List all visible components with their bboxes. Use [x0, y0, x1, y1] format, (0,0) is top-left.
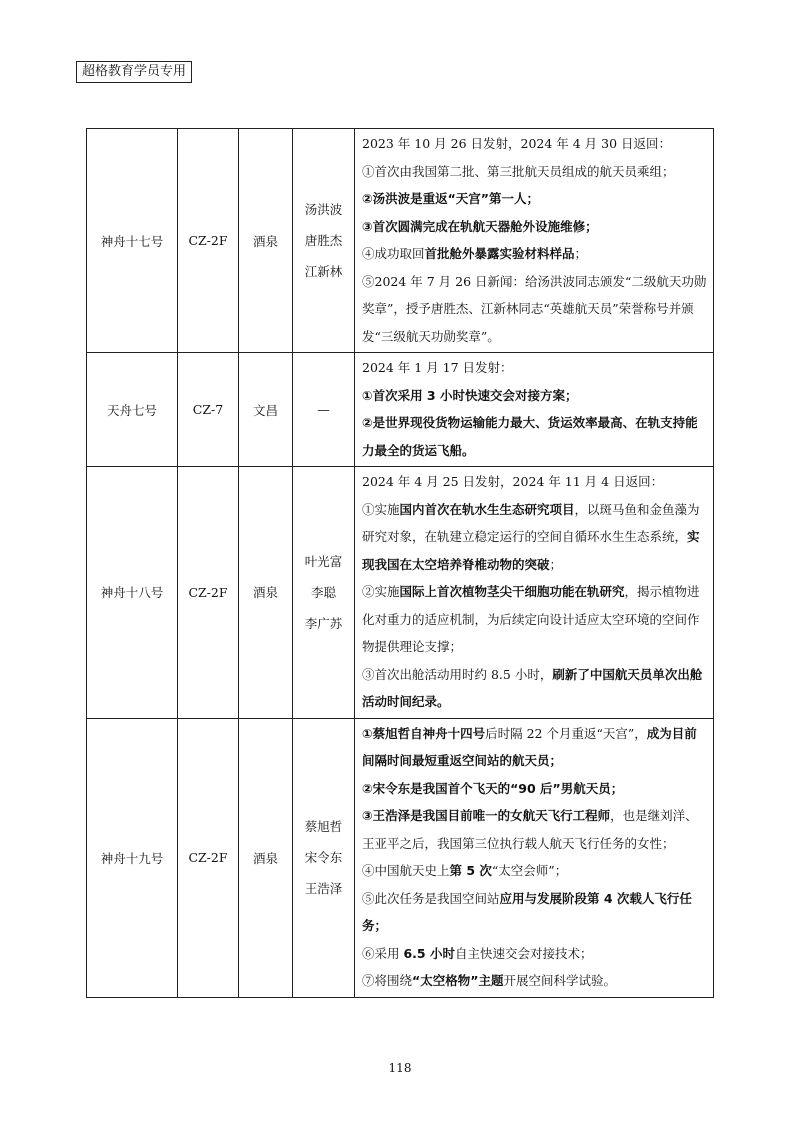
detail-text: ②实施 — [362, 584, 400, 599]
detail-line — [362, 185, 707, 213]
header-label: 超格教育学员专用 — [76, 61, 192, 83]
rocket-cell: CZ-2F — [178, 129, 239, 353]
detail-line — [362, 967, 707, 995]
detail-line — [362, 940, 707, 968]
page-number: 118 — [388, 1061, 412, 1075]
detail-text: 开展空间科学试验。 — [503, 973, 616, 988]
crew-member: 宋令东 — [304, 850, 343, 865]
mission-details-cell — [355, 467, 714, 719]
crew-member: 汤洪波 — [304, 202, 343, 217]
highlighted-text: 国际上首次植物茎尖干细胞功能在轨研究 — [399, 584, 625, 599]
detail-line — [362, 468, 707, 496]
detail-line — [362, 720, 707, 775]
detail-text: ⑤2024 年 7 月 26 日新闻：给汤洪波同志颁发“二级航天功勋奖章”，授予唐胜杰、江新林同志“英雄航天员”荣誉称号并颁发“三级航天功勋奖章”。 — [362, 273, 707, 344]
detail-line — [362, 158, 707, 186]
detail-text: ①实施 — [362, 501, 400, 517]
detail-text: 2024 年 1 月 17 日发射： — [362, 360, 513, 375]
highlighted-text: 实现我国在太空培养脊椎动物的突破 — [362, 529, 700, 572]
detail-text: ①首次由我国第二批、第三批航天员组成的航天员乘组； — [362, 163, 675, 179]
highlighted-text: ①首次采用 3 小时快速交会对接方案； — [362, 387, 578, 403]
detail-line — [362, 409, 707, 464]
highlighted-text: 成为目前间隔时间最短重返空间站的航天员； — [362, 725, 697, 768]
crew-member: — — [317, 402, 330, 417]
launch-site-cell: 酒泉 — [239, 467, 293, 719]
detail-line — [362, 240, 707, 268]
highlighted-text: ②宋令东是我国首个飞天的“90 后”男航天员； — [362, 780, 624, 796]
detail-text: ③首次出舱活动用时约 8.5 小时， — [362, 666, 553, 682]
detail-text: ④中国航天史上 — [362, 863, 450, 878]
crew-cell — [293, 353, 355, 467]
highlighted-text: “太空格物”主题 — [412, 973, 504, 988]
mission-details-cell — [355, 353, 714, 467]
detail-text: “太空会师”； — [491, 863, 568, 878]
crew-cell — [293, 129, 355, 353]
detail-line — [362, 885, 707, 940]
mission-name-cell: 神舟十八号 — [87, 467, 178, 719]
mission-details-cell — [355, 718, 714, 997]
rocket-cell: CZ-2F — [178, 467, 239, 719]
highlighted-text: 第 5 次 — [449, 863, 492, 878]
detail-line — [362, 382, 707, 410]
highlighted-text: 刷新了中国航天员单次出舱活动时间纪录。 — [362, 666, 703, 709]
highlighted-text: 首批舱外暴露实验材料样品 — [424, 246, 575, 261]
crew-cell — [293, 718, 355, 997]
mission-name-cell: 天舟七号 — [87, 353, 178, 467]
crew-member: 李聪 — [310, 584, 336, 600]
detail-line — [362, 268, 707, 351]
crew-member: 王浩泽 — [304, 881, 343, 896]
crew-member: 李广苏 — [304, 615, 343, 631]
detail-text: ，也是继刘洋、王亚平之后，我国第三位执行载人航天飞行任务的女性； — [362, 808, 698, 851]
detail-text: ⑦将围绕 — [362, 973, 413, 988]
highlighted-text: 6.5 小时 — [403, 945, 455, 961]
table-row — [87, 467, 714, 719]
detail-text: 2024 年 4 月 25 日发射，2024 年 11 月 4 日返回： — [362, 474, 664, 489]
highlighted-text: ②汤洪波是重返“天宫”第一人； — [362, 191, 540, 206]
detail-text: ，以斑马鱼和金鱼藻为研究对象，在轨建立稳定运行的空间自循环水生生态系统， — [362, 501, 700, 544]
highlighted-text: ①蔡旭哲自神舟十四号 — [362, 725, 486, 741]
launch-site-cell: 酒泉 — [239, 718, 293, 997]
crew-cell — [293, 467, 355, 719]
detail-text: ； — [574, 246, 588, 261]
rocket-cell: CZ-2F — [178, 718, 239, 997]
highlighted-text: ③王浩泽是我国目前唯一的女航天飞行工程师 — [362, 808, 611, 823]
crew-member: 蔡旭哲 — [304, 819, 343, 834]
detail-line — [362, 496, 707, 579]
detail-text: ⑥采用 — [362, 945, 404, 961]
launch-site-cell: 文昌 — [239, 353, 293, 467]
launch-site-cell: 酒泉 — [239, 129, 293, 353]
detail-text: ⑤此次任务是我国空间站 — [362, 890, 500, 906]
mission-table — [86, 128, 714, 998]
detail-line — [362, 661, 707, 716]
detail-line — [362, 857, 707, 885]
crew-member: 唐胜杰 — [304, 233, 343, 248]
detail-text: 后时隔 22 个月重返“天宫”， — [485, 725, 647, 741]
detail-text: 2023 年 10 月 26 日发射，2024 年 4 月 30 日返回： — [362, 136, 672, 151]
mission-name-cell: 神舟十七号 — [87, 129, 178, 353]
highlighted-text: ③首次圆满完成在轨航天器舱外设施维修； — [362, 218, 598, 234]
rocket-cell: CZ-7 — [178, 353, 239, 467]
highlighted-text: 应用与发展阶段第 4 次载人飞行任务； — [362, 890, 692, 933]
detail-line — [362, 578, 707, 661]
table-row — [87, 353, 714, 467]
highlighted-text: ②是世界现役货物运输能力最大、货运效率最高、在轨支持能力最全的货运飞船。 — [362, 415, 698, 458]
detail-text: ； — [549, 556, 563, 572]
mission-details-cell — [355, 129, 714, 353]
crew-member: 叶光富 — [304, 553, 343, 569]
mission-name-cell: 神舟十九号 — [87, 718, 178, 997]
detail-text: ，揭示植物进化对重力的适应机制，为后续定向设计适应太空环境的空间作物提供理论支撑； — [362, 584, 700, 654]
table-row — [87, 718, 714, 997]
table-row — [87, 129, 714, 353]
detail-text: 自主快速交会对接技术； — [454, 945, 593, 961]
crew-member: 江新林 — [304, 264, 343, 279]
detail-text: ④成功取回 — [362, 246, 425, 261]
detail-line — [362, 775, 707, 803]
detail-line — [362, 802, 707, 857]
detail-line — [362, 354, 707, 382]
highlighted-text: 国内首次在轨水生生态研究项目 — [399, 501, 575, 517]
detail-line — [362, 130, 707, 158]
detail-line — [362, 213, 707, 241]
